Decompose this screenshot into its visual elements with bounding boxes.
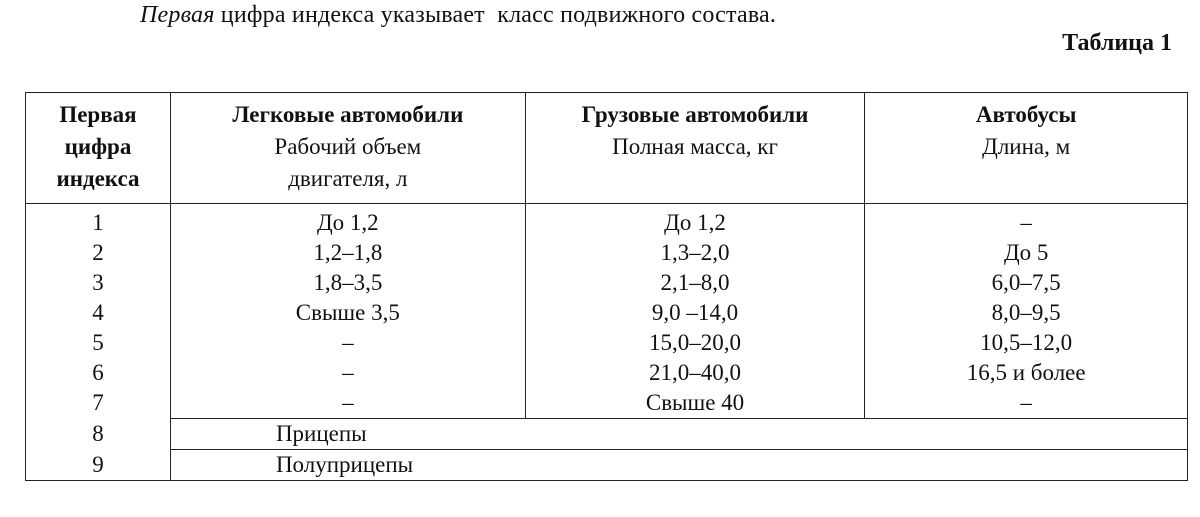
cell-cars: До 1,2 [170,204,525,239]
cell-buses: 10,5–12,0 [865,328,1188,358]
header-buses-sub: Длина, м [982,134,1071,159]
cell-index: 9 [26,450,171,481]
cell-index: 1 [26,204,171,239]
header-cars [170,93,525,204]
header-cars-sub: Рабочий объем двигателя, л [274,134,422,191]
cell-index: 4 [26,298,171,328]
cell-merged-label: Прицепы [170,419,1187,450]
table-caption: Таблица 1 [1062,30,1172,56]
table-row [26,268,1188,298]
cell-cars: – [170,358,525,388]
cell-buses: 6,0–7,5 [865,268,1188,298]
header-trucks-title: Грузовые автомобили [581,102,809,127]
cell-trucks: 2,1–8,0 [525,268,865,298]
cell-index: 5 [26,328,171,358]
cell-index: 3 [26,268,171,298]
cell-buses: До 5 [865,238,1188,268]
cell-index: 7 [26,388,171,419]
vehicle-index-table [25,92,1188,481]
header-cars-title: Легковые автомобили [232,102,464,127]
cell-index: 8 [26,419,171,450]
cell-trucks: 9,0 –14,0 [525,298,865,328]
header-trucks [525,93,865,204]
header-buses-title: Автобусы [975,102,1077,127]
cell-buses: – [865,204,1188,239]
table-row-merged [26,450,1188,481]
cell-cars: – [170,328,525,358]
cell-cars: Свыше 3,5 [170,298,525,328]
table-row [26,388,1188,419]
cell-cars: – [170,388,525,419]
intro-sentence [140,2,776,29]
header-index [26,93,171,204]
cell-buses: 16,5 и более [865,358,1188,388]
header-buses [865,93,1188,204]
cell-trucks: Свыше 40 [525,388,865,419]
table-row [26,358,1188,388]
cell-trucks: До 1,2 [525,204,865,239]
cell-trucks: 21,0–40,0 [525,358,865,388]
intro-rest: цифра индекса указывает класс подвижного состава. [214,2,777,28]
table-row [26,298,1188,328]
cell-index: 6 [26,358,171,388]
table-row [26,204,1188,239]
header-trucks-sub: Полная масса, кг [612,134,778,159]
table-row-merged [26,419,1188,450]
cell-buses: – [865,388,1188,419]
cell-merged-label: Полуприцепы [170,450,1187,481]
cell-cars: 1,8–3,5 [170,268,525,298]
header-index-title: Первая цифра индекса [56,102,140,191]
table-row [26,328,1188,358]
cell-index: 2 [26,238,171,268]
cell-buses: 8,0–9,5 [865,298,1188,328]
intro-italic-word: Первая [140,2,215,28]
table-row [26,238,1188,268]
cell-trucks: 15,0–20,0 [525,328,865,358]
cell-trucks: 1,3–2,0 [525,238,865,268]
cell-cars: 1,2–1,8 [170,238,525,268]
table-header-row [26,93,1188,204]
